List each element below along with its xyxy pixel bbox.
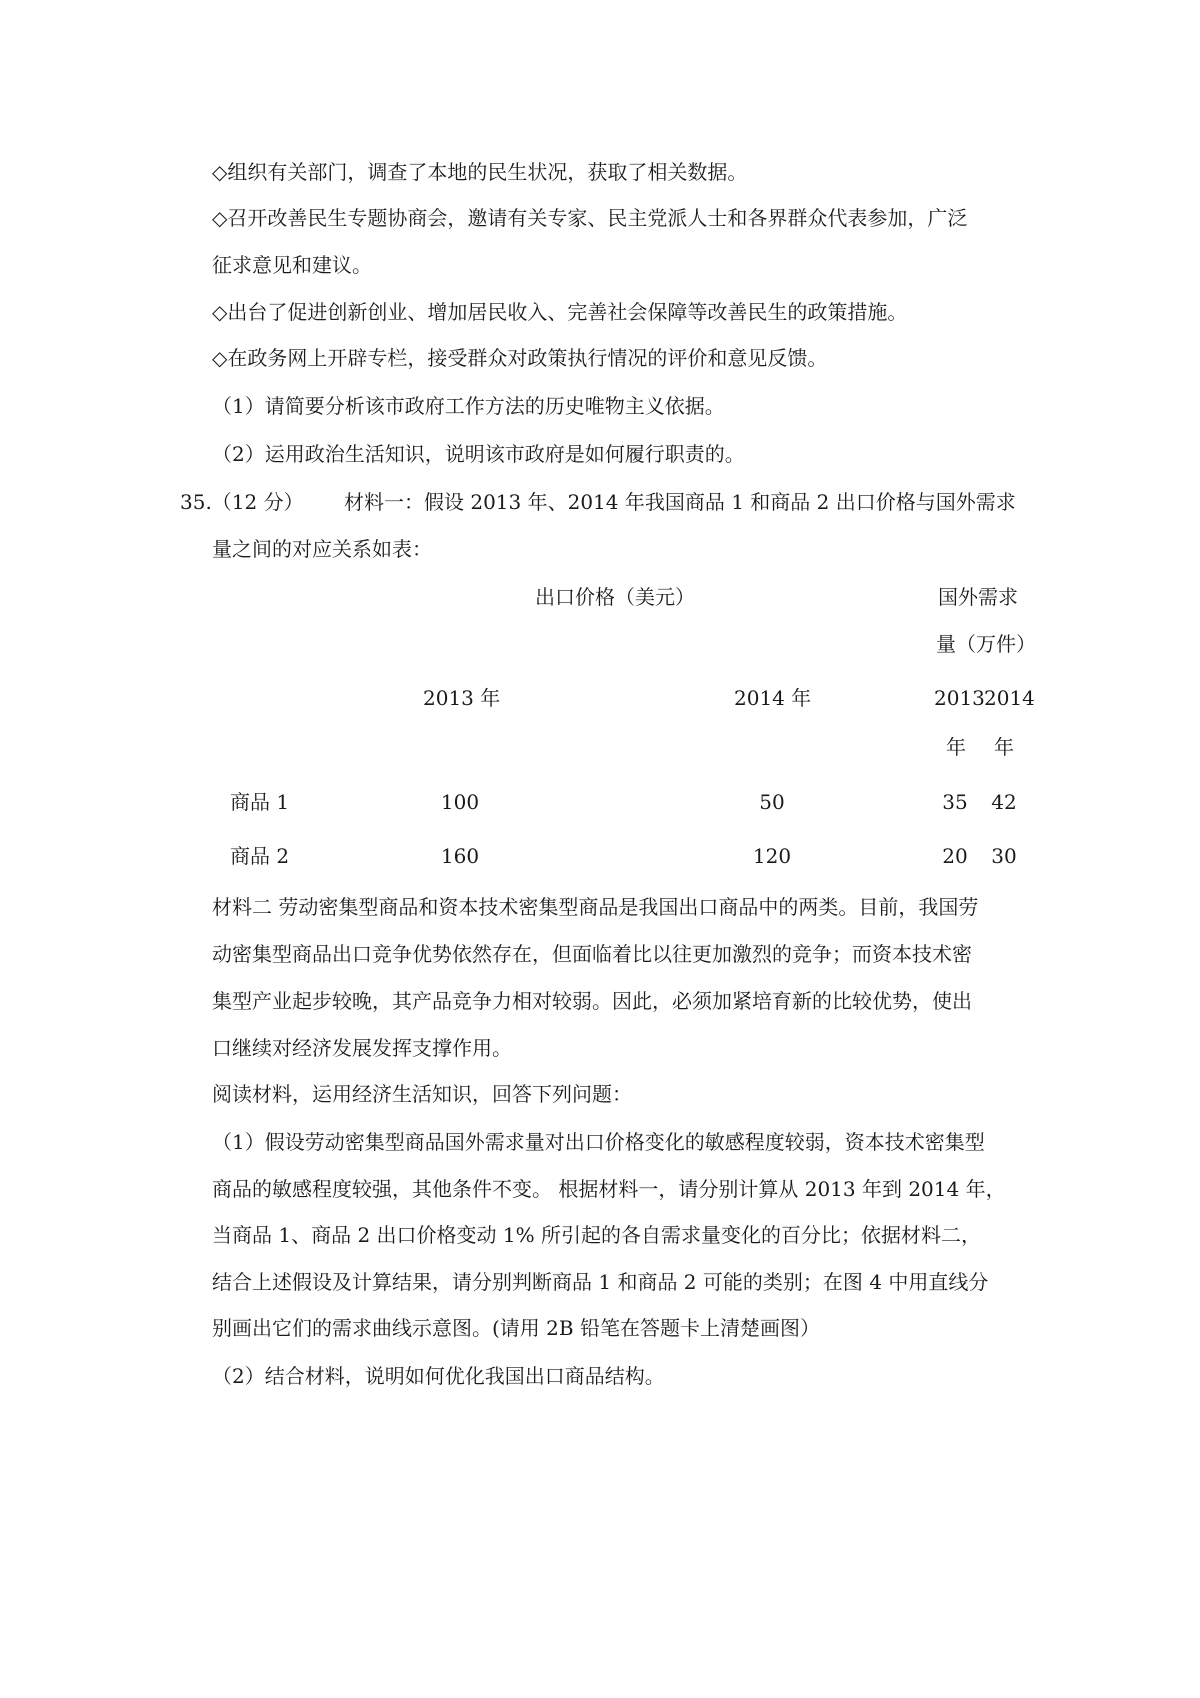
question-35-2: （2）结合材料，说明如何优化我国出口商品结构。 [212,1364,665,1388]
bullet-policy: ◇出台了促进创新创业、增加居民收入、完善社会保障等改善民生的政策措施。 [212,300,908,324]
table-header-year-2014: 2014 年 [734,686,812,710]
question-35-1-line: 商品的敏感程度较强，其他条件不变。 根据材料一，请分别计算从 2013 年到 2014 年， [212,1177,1006,1201]
table-cell-price-2014: 120 [752,844,792,868]
table-cell-price-2013: 100 [440,790,480,814]
bullet-survey: ◇组织有关部门，调查了本地的民生状况，获取了相关数据。 [212,160,748,184]
table-header-year-2013: 2013 年 [423,686,501,710]
table-cell-name: 商品 2 [230,844,290,868]
question-35-1-line: 别画出它们的需求曲线示意图。(请用 2B 铅笔在答题卡上清楚画图） [212,1316,820,1340]
material-2-line: 材料二 劳动密集型商品和资本技术密集型商品是我国出口商品中的两类。目前，我国劳 [212,895,979,919]
table-header-demand-2014-nian: 年 [994,735,1014,759]
reading-instruction: 阅读材料，运用经济生活知识，回答下列问题： [212,1082,632,1106]
table-header-demand-2013-nian: 年 [946,735,966,759]
question-35-intro-cont: 量之间的对应关系如表： [212,537,432,561]
question-35-intro: 材料一：假设 2013 年、2014 年我国商品 1 和商品 2 出口价格与国外需求 [344,490,1016,514]
table-cell-demand-2013: 20 [942,844,968,868]
table-cell-price-2014: 50 [759,790,785,814]
table-header-demand: 国外需求 [938,585,1018,609]
table-header-price: 出口价格（美元） [535,585,695,609]
question-35-number: 35.（12 分） [180,490,304,514]
question-34-1: （1）请简要分析该市政府工作方法的历史唯物主义依据。 [212,394,725,418]
table-header-demand-2013: 2013 [934,686,985,710]
table-cell-demand-2014: 42 [991,790,1017,814]
table-cell-price-2013: 160 [440,844,480,868]
material-2-line: 集型产业起步较晚，其产品竞争力相对较弱。因此，必须加紧培育新的比较优势，使出 [212,989,972,1013]
table-cell-demand-2014: 30 [991,844,1017,868]
material-2-line: 动密集型商品出口竞争优势依然存在，但面临着比以往更加激烈的竞争；而资本技术密 [212,942,972,966]
bullet-feedback: ◇在政务网上开辟专栏，接受群众对政策执行情况的评价和意见反馈。 [212,346,828,370]
question-35-1-line: 结合上述假设及计算结果，请分别判断商品 1 和商品 2 可能的类别；在图 4 中用直线分 [212,1270,989,1294]
question-34-2: （2）运用政治生活知识，说明该市政府是如何履行职责的。 [212,442,745,466]
material-2-line: 口继续对经济发展发挥支撑作用。 [212,1036,512,1060]
table-cell-name: 商品 1 [230,790,290,814]
question-35-1-line: （1）假设劳动密集型商品国外需求量对出口价格变化的敏感程度较弱，资本技术密集型 [212,1130,985,1154]
table-header-demand-2014: 2014 [984,686,1035,710]
table-cell-demand-2013: 35 [942,790,968,814]
bullet-consultation-cont: 征求意见和建议。 [212,253,372,277]
question-35-1-line: 当商品 1、商品 2 出口价格变动 1% 所引起的各自需求量变化的百分比；依据材料二， [212,1223,981,1247]
table-header-demand-unit: 量（万件） [936,632,1036,656]
bullet-consultation: ◇召开改善民生专题协商会，邀请有关专家、民主党派人士和各界群众代表参加，广泛 [212,206,968,230]
